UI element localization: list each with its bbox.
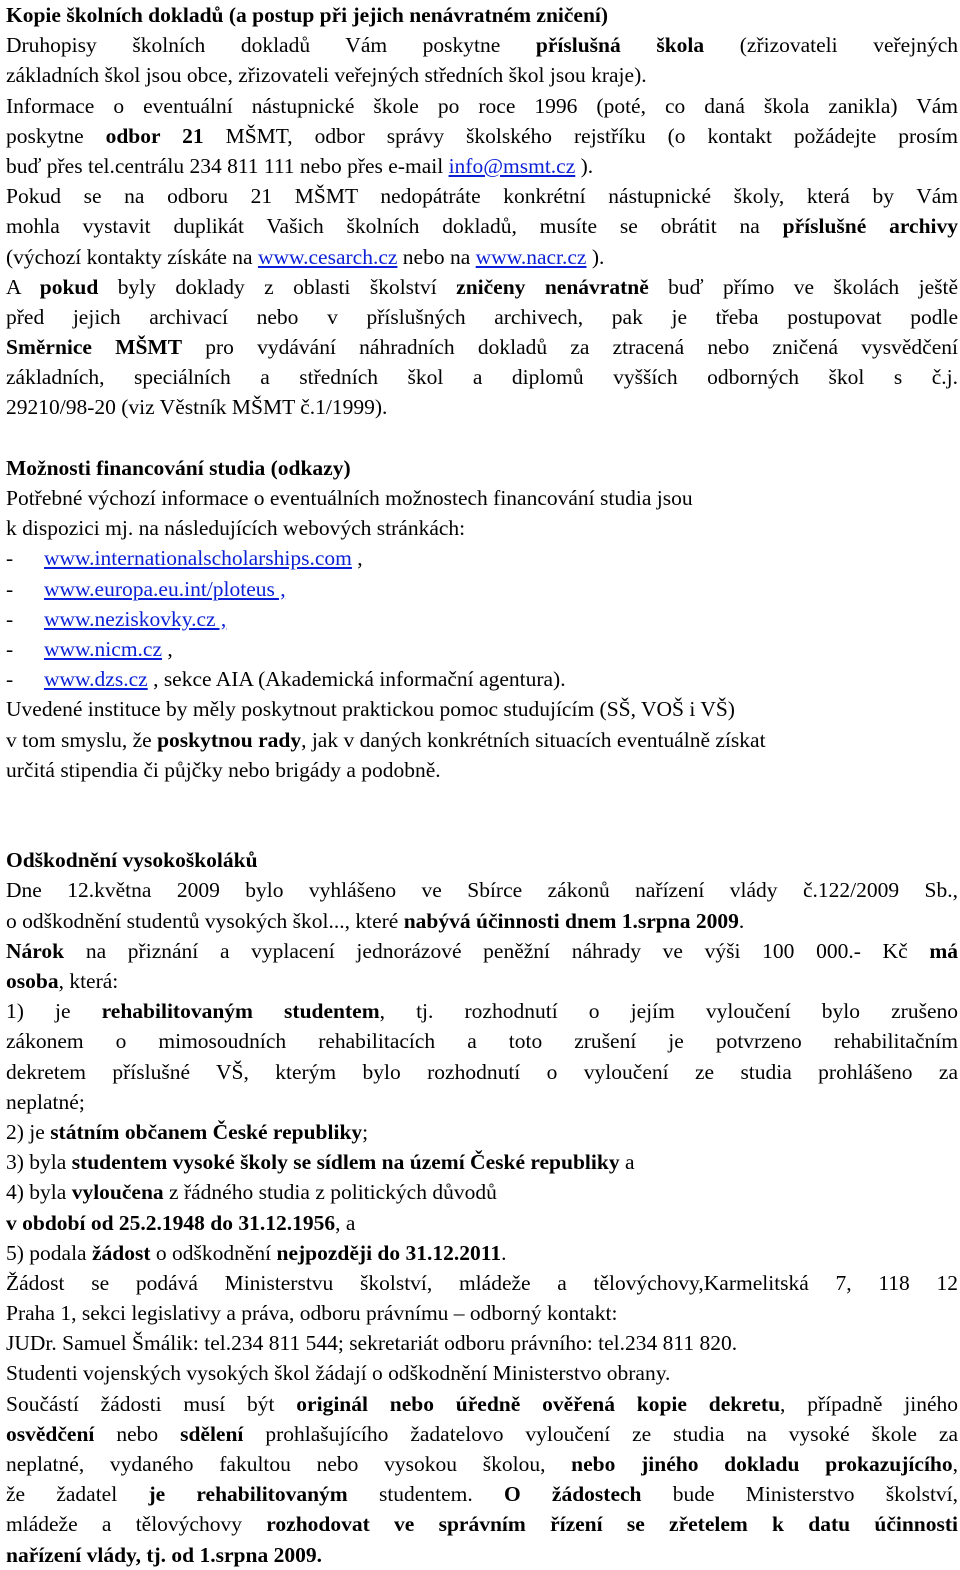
p3-line2: mohla vystavit duplikát Vašich školních dokladů, musíte se obrátit na příslušné archivy: [6, 214, 958, 239]
p2-line3: buď přes tel.centrálu 234 811 111 nebo přes e-mail info@msmt.cz ).: [6, 153, 594, 178]
link-dzs[interactable]: www.dzs.cz: [44, 667, 148, 692]
fin-outro-line3: určitá stipendia či půjčky nebo brigády a podobně.: [6, 757, 441, 782]
condition-1-line3: dekretem příslušné VŠ, kterým bylo rozhodnutí o vyloučení ze studia prohlášeno za: [6, 1059, 958, 1084]
p2-line2: poskytne odbor 21 MŠMT, odbor správy školského rejstříku (o kontakt požádejte prosím: [6, 123, 958, 148]
p4-line3: Směrnice MŠMT pro vydávání náhradních dokladů za ztracená nebo zničená vysvědčení: [6, 335, 958, 360]
fin-link-item: -www.europa.eu.int/ploteus ,: [6, 576, 286, 601]
submission-line1: Žádost se podává Ministerstvu školství, mládeže a tělovýchovy,Karmelitská 7, 118 12: [6, 1270, 958, 1295]
fin-link-item: -www.nicm.cz ,: [6, 636, 173, 661]
submission-line2: Praha 1, sekci legislativy a práva, odboru právnímu – odborný kontakt:: [6, 1301, 618, 1326]
p3-line3: (výchozí kontakty získáte na www.cesarch.cz nebo na www.nacr.cz ).: [6, 244, 605, 269]
link-nicm[interactable]: www.nicm.cz: [44, 636, 163, 661]
link-neziskovky[interactable]: www.neziskovky.cz ,: [44, 606, 227, 631]
fin-outro-line2: v tom smyslu, že poskytnou rady, jak v daných konkrétních situacích eventuálně získat: [6, 727, 766, 752]
p4-line1: A pokud byly doklady z oblasti školství zničeny nenávratně buď přímo ve školách ještě: [6, 274, 958, 299]
documents-line2: osvědčení nebo sdělení prohlašujícího žadatelovo vyloučení ze studia na vysoké škole za: [6, 1421, 958, 1446]
documents-line6: nařízení vlády, tj. od 1.srpna 2009.: [6, 1542, 322, 1567]
fin-intro-line2: k dispozici mj. na následujících webových stránkách:: [6, 516, 466, 541]
comp-line3: Nárok na přiznání a vyplacení jednorázové peněžní náhrady ve výši 100 000.- Kč má: [6, 938, 958, 963]
comp-line2: o odškodnění studentů vysokých škol..., které nabývá účinnosti dnem 1.srpna 2009.: [6, 908, 745, 933]
condition-2: 2) je státním občanem České republiky;: [6, 1119, 369, 1144]
spacer: [6, 423, 958, 453]
p4-line4: základních, speciálních a středních škol a diplomů vyšších odborných škol s č.j.: [6, 365, 958, 390]
condition-4-line2: v období od 25.2.1948 do 31.12.1956, a: [6, 1210, 356, 1235]
comp-line4: osoba, která:: [6, 969, 119, 994]
condition-1-line2: zákonem o mimosoudních rehabilitacích a toto zrušení je potvrzeno rehabilitačním: [6, 1029, 958, 1054]
condition-3: 3) byla studentem vysoké školy se sídlem na území České republiky a: [6, 1150, 635, 1175]
heading-copies: Kopie školních dokladů (a postup při jejich nenávratném zničení): [6, 3, 609, 27]
heading-compensation: Odškodnění vysokoškoláků: [6, 848, 258, 873]
link-europa-ploteus[interactable]: www.europa.eu.int/ploteus ,: [44, 576, 286, 601]
submission-line4: Studenti vojenských vysokých škol žádají o odškodnění Ministerstvo obrany.: [6, 1361, 671, 1386]
submission-line3: JUDr. Samuel Šmálik: tel.234 811 544; sekretariát odboru právního: tel.234 811 820.: [6, 1331, 738, 1356]
link-nacr[interactable]: www.nacr.cz: [475, 244, 587, 269]
p4-line5: 29210/98-20 (viz Věstník MŠMT č.1/1999).: [6, 395, 388, 420]
condition-1-line1: 1) je rehabilitovaným studentem, tj. rozhodnutí o jejím vyloučení bylo zrušeno: [6, 999, 958, 1024]
condition-4-line1: 4) byla vyloučena z řádného studia z politických důvodů: [6, 1180, 497, 1205]
link-internationalscholarships[interactable]: www.internationalscholarships.com: [44, 546, 352, 571]
documents-line1: Součástí žádosti musí být originál nebo úředně ověřená kopie dekretu, případně jiného: [6, 1391, 958, 1416]
fin-outro-line1: Uvedené instituce by měly poskytnout praktickou pomoc studujícím (SŠ, VOŠ i VŠ): [6, 697, 735, 722]
documents-line5: mládeže a tělovýchovy rozhodovat ve správním řízení se zřetelem k datu účinnosti: [6, 1512, 959, 1537]
fin-intro-line1: Potřebné výchozí informace o eventuálních možnostech financování studia jsou: [6, 486, 693, 510]
heading-financing: Možnosti financování studia (odkazy): [6, 455, 351, 480]
documents-line3: neplatné, vydaného fakultou nebo vysokou školou, nebo jiného dokladu prokazujícího,: [6, 1452, 958, 1477]
comp-line1: Dne 12.května 2009 bylo vyhlášeno ve Sbírce zákonů nařízení vlády č.122/2009 Sb.,: [6, 878, 958, 903]
link-cesarch[interactable]: www.cesarch.cz: [257, 244, 398, 269]
condition-1-line4: neplatné;: [6, 1089, 85, 1114]
p1-line1: Druhopisy školních dokladů Vám poskytne příslušná škola (zřizovateli veřejných: [6, 33, 958, 58]
fin-link-item: -www.dzs.cz , sekce AIA (Akademická informační agentura).: [6, 667, 566, 692]
condition-5: 5) podala žádost o odškodnění nejpozději do 31.12.2011.: [6, 1240, 507, 1265]
p2-line1: Informace o eventuální nástupnické škole po roce 1996 (poté, co daná škola zanikla) Vám: [6, 93, 958, 118]
p4-line2: před jejich archivací nebo v příslušných archivech, pak je třeba postupovat podle: [6, 304, 958, 329]
fin-link-item: -www.internationalscholarships.com ,: [6, 546, 363, 571]
email-link-msmt[interactable]: info@msmt.cz: [448, 153, 576, 178]
p1-line2: základních škol jsou obce, zřizovateli veřejných středních škol jsou kraje).: [6, 63, 647, 88]
documents-line4: že žadatel je rehabilitovaným studentem. O žádostech bude Ministerstvo školství,: [6, 1482, 959, 1507]
spacer: [6, 785, 958, 845]
fin-link-item: -www.neziskovky.cz ,: [6, 606, 227, 631]
p3-line1: Pokud se na odboru 21 MŠMT nedopátráte konkrétní nástupnické školy, která by Vám: [6, 184, 958, 209]
